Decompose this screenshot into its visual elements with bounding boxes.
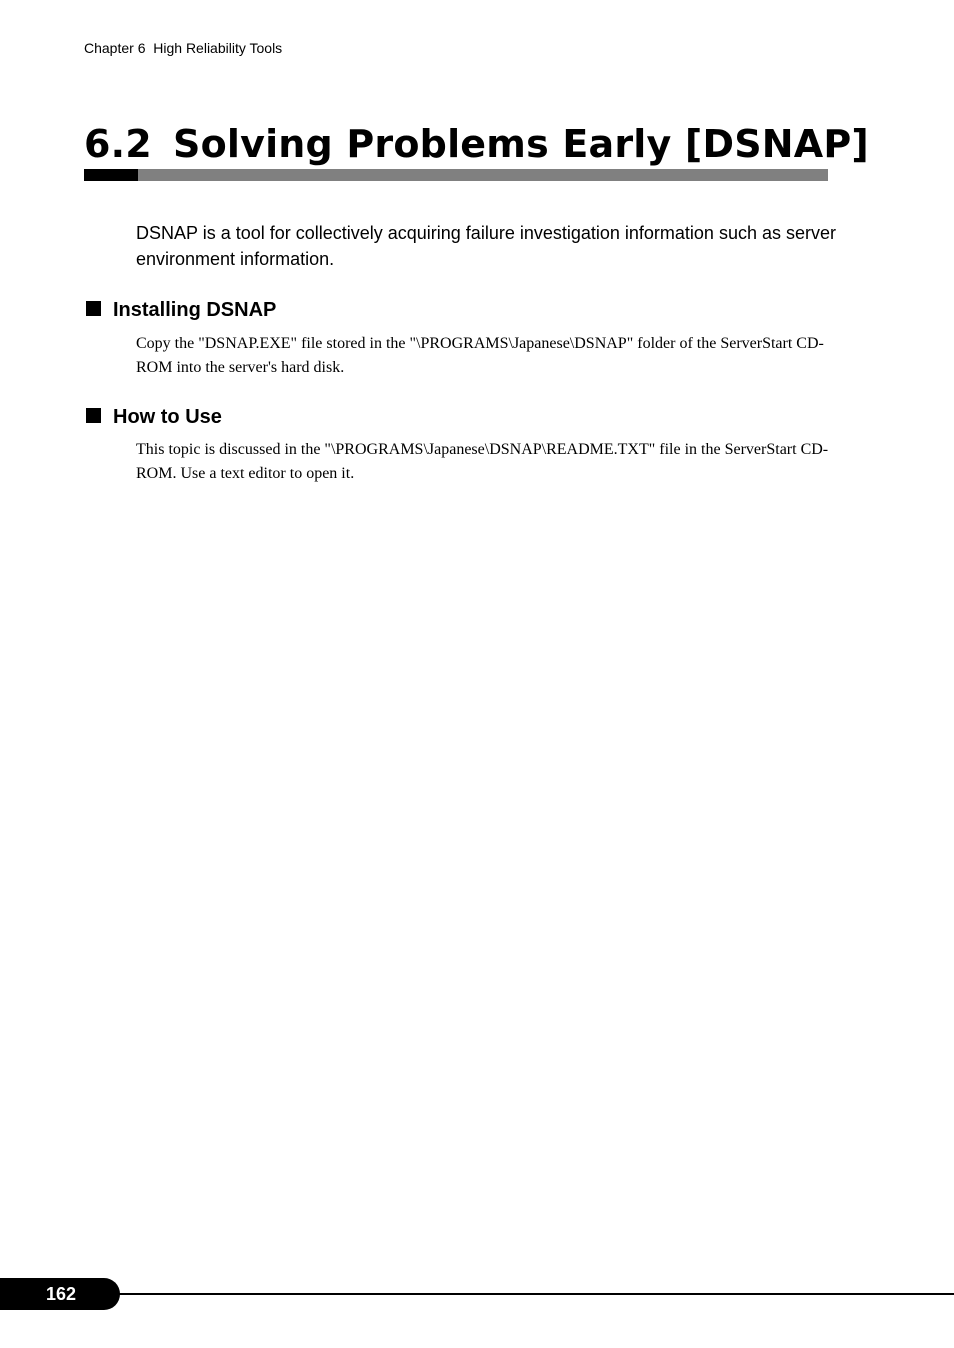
- section-heading-installing: [86, 297, 276, 323]
- page-number: 162: [45, 1284, 77, 1304]
- running-header: Chapter 6 High Reliability Tools: [84, 40, 283, 56]
- page-title: [84, 118, 869, 170]
- title-underline: [84, 169, 828, 181]
- square-bullet-icon: [86, 408, 101, 423]
- section-heading-how-to-use: [86, 404, 222, 430]
- intro-paragraph: DSNAP is a tool for collectively acquiring failure investigation information such as server environment information.: [136, 223, 836, 269]
- installing-paragraph: Copy the "DSNAP.EXE" file stored in the "\PROGRAMS\Japanese\DSNAP" folder of the ServerStart CD-ROM into the server's hard disk.: [136, 335, 824, 376]
- section-title: Solving Problems Early [DSNAP]: [173, 122, 869, 166]
- footer-rule: [100, 1293, 954, 1295]
- how-to-use-paragraph: This topic is discussed in the "\PROGRAMS\Japanese\DSNAP\README.TXT" file in the ServerStart CD-ROM. Use a text editor to open it.: [136, 441, 829, 482]
- square-bullet-icon: [86, 301, 101, 316]
- section-heading-label: Installing DSNAP: [113, 299, 277, 321]
- title-underline-block: [84, 169, 138, 181]
- section-number: 6.2: [84, 122, 152, 166]
- page-number-tab: [0, 1278, 120, 1310]
- section-heading-label: How to Use: [113, 406, 222, 428]
